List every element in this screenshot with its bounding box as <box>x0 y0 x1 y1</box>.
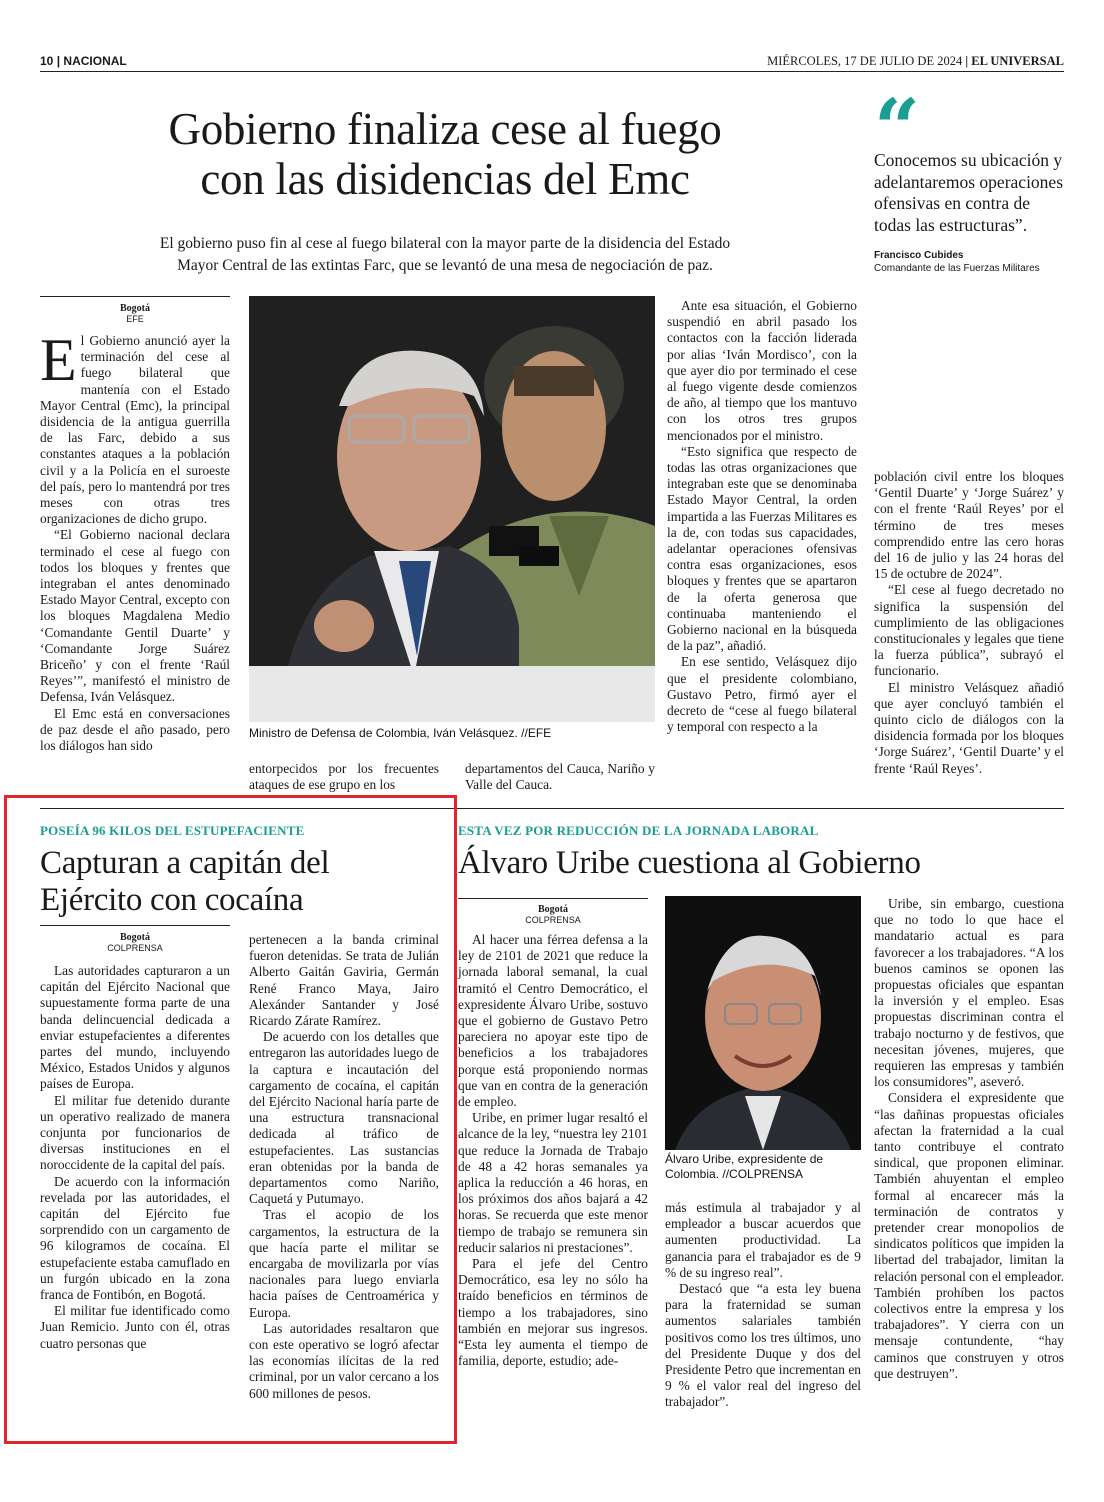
headline-line-1: Gobierno finaliza cese al fuego <box>168 104 722 154</box>
main-headline <box>40 104 850 204</box>
article2-kicker: POSEÍA 96 KILOS DEL ESTUPEFACIENTE <box>40 823 305 838</box>
article3-headline: Álvaro Uribe cuestiona al Gobierno <box>458 845 921 881</box>
article3-col-2: más estimula al trabajador y al empleador a buscar acuerdos que aumenten productividad. La ganancia para el trabajador es de 9 % de su ingreso real”. Destacó que “a esta ley buena para la fraternidad se suman aumentos salariales también positivos como los tres últimos, uno del Presidente Duque y dos del Presidente Petro que incrementan en 9 % el valor real del ingreso del trabajador”. <box>665 1200 861 1410</box>
article2-byline: Bogotá COLPRENSA <box>107 932 163 953</box>
main-lead: El gobierno puso fin al cese al fuego bilateral con la mayor parte de la disidencia del Estado Mayor Central de las extintas Farc, que se levantó de una mesa de negociación de paz. <box>159 235 731 274</box>
main-byline: Bogotá EFE <box>120 303 150 324</box>
main-col-4: Ante esa situación, el Gobierno suspendió en abril pasado los contactos con la facción liderada por alias ‘Iván Mordisco’, con la que ayer dio por terminado el cese al fuego vigente desde comienzos de año, al tiempo que los mantuvo con los otros tres grupos mencionados por el ministro. “Esto significa que respecto de todas las otras organizaciones que integraban este que se denominaba Estado Mayor Central, la orden impartida a las Fuerzas Militares es la de, con todas sus capacidades, adelantar operaciones ofensivas contra esas organizaciones, esos bloques y frentes que se apartaron de la oferta generosa que continuaba manteniendo el Gobierno nacional en la búsqueda de la paz”, añadió. En ese sentido, Velásquez dijo que el presidente colombiano, Gustavo Petro, firmó ayer el decreto de “cese al fuego bilateral y temporal con respecto a la <box>667 298 858 735</box>
page-header: 10 | NACIONAL MIÉRCOLES, 17 DE JULIO DE 2024 | EL UNIVERSAL <box>40 54 1064 68</box>
quote-text: Conocemos su ubicación y adelantaremos operaciones ofensivas en contra de todas las estructuras”. <box>874 150 1064 235</box>
photo-illustration <box>249 296 655 722</box>
article2-col-2: pertenecen a la banda criminal fueron detenidas. Se trata de Julián Alberto Gaitán Gaviria, Germán René Franco Maya, Jairo Alexánder Santander y José Ricardo Zárate Ramírez. De acuerdo con los detalles que entregaron las autoridades luego de la captura e incautación del cargamento de cocaína, el capitán del Ejército Nacional haría parte de una estructura transnacional dedicada al tráfico de estupefacientes. Las sustancias eran obtenidas por la banda de departamentos como Nariño, Caquetá y Putumayo. Tras el acopio de los cargamentos, la estructura de la que hacía parte el militar se encargaba de movilizarla por vías nacionales para luego enviarla hacia países de Centroamérica y Europa. Las autoridades resaltaron que con este operativo se logró afectar las economías ilícitas de la red criminal, por un valor cercano a los 600 millones de pesos. <box>249 932 439 1401</box>
uribe-photo-caption: Álvaro Uribe, expresidente de Colombia. //COLPRENSA <box>665 1152 824 1181</box>
velasquez-photo <box>249 296 655 722</box>
page-number: 10 <box>40 54 54 68</box>
article2-col-1: Las autoridades capturaron a un capitán del Ejército Nacional que supuestamente forma parte de una banda delincuencial dedicada a enviar estupefacientes a diferentes partes del mundo, incluyendo México, Estados Unidos y algunos países de Europa. El militar fue detenido durante un operativo realizado de manera conjunta por funcionarios de diversas instituciones en el noroccidente de la capital del país. De acuerdo con la información revelada por las autoridades, el capitán del Ejército fue sorprendido con un cargamento de 96 kilogramos de cocaína. El estupefaciente estaba camuflado en un furgón ubicado en la zona franca de Fontibón, en Bogotá. El militar fue identificado como Juan Remicio. Junto con él, otras cuatro personas que <box>40 963 230 1351</box>
main-col-2: entorpecidos por los frecuentes ataques de ese grupo en los <box>249 761 439 793</box>
drop-cap: E <box>40 327 77 393</box>
newspaper-name: EL UNIVERSAL <box>971 54 1064 68</box>
article3-col-3: Uribe, sin embargo, cuestiona que no todo lo que hace el mandatario actual es para favorecer a los trabajadores. “A los buenos caminos se oponen las propuestas oficiales que espantan la inversión y el empleo. Esas propuestas discriminan contra el trabajo nocturno y de festivos, que necesitan jóvenes, mujeres, que requieren las empresas y también los consumidores”, aseveró. Considera el expresidente que “las dañinas propuestas oficiales afectan la fraternidad a la cual tanto contribuye el contrato sindical, que proponen eliminar. También ahuyentan el empleo formal al encarecer más la terminación de contratos y pretender crear monopolios de sindicatos políticos que impiden la libertad del trabajador, limitan la relación personal con el empleador. También prohíben los pactos colectivos entre la empresa y los trabajadores”. Y cierra con un mensaje contundente, “hay caminos que construyen y otros que destruyen”. <box>874 896 1064 1381</box>
page-date: MIÉRCOLES, 17 DE JULIO DE 2024 <box>767 54 963 68</box>
quote-author: Francisco Cubides <box>874 250 964 261</box>
main-col-5: población civil entre los bloques ‘Gentil Duarte’ y ‘Jorge Suárez’ y con el frente ‘Raúl Reyes’ por el término de tres meses comprendido entre las cero horas del 16 de julio y las 24 horas del 15 de octubre de 2024”. “El cese al fuego decretado no significa la suspensión del cumplimiento de las obligaciones constitucionales y legales que tiene la fuerza pública”, subrayó el funcionario. El ministro Velásquez añadió que ayer concluyó también el quinto ciclo de diálogos con la disidencia formada por los bloques ‘Jorge Suárez’, ‘Gentil Duarte’ y el frente ‘Raúl Reyes’. <box>874 469 1064 776</box>
article3-col-1: Al hacer una férrea defensa a la ley de 2101 de 2021 que reduce la jornada laboral semanal, la cual tramitó el Centro Democrático, el expresidente Álvaro Uribe, sostuvo que el gobierno de Gustavo Petro pareciera no apoyar este tipo de beneficios a los trabajadores porque está proponiendo normas que van en contra de la generación de empleo. Uribe, en primer lugar resaltó el alcance de la ley, “nuestra ley 2101 que reduce la Jornada de Trabajo de 48 a 42 horas semanales ya aplica la reducción a 46 horas, en los próximos dos años bajará a 42 horas. Se recuerda que este menor tiempo de trabajo se remunera sin reducir salarios ni prestaciones”. Para el jefe del Centro Democrático, esa ley no sólo ha traído beneficios en términos de tiempo a los trabajadores, sino también en mejorar sus ingresos. “Esta ley aumenta el tiempo de familia, deporte, estudio; ade- <box>458 932 648 1369</box>
uribe-photo <box>665 896 861 1150</box>
quote-author-role: Comandante de las Fuerzas Militares <box>874 263 1040 274</box>
main-photo-caption: Ministro de Defensa de Colombia, Iván Velásquez. //EFE <box>249 726 552 740</box>
article2-headline: Capturan a capitán del Ejército con cocaína <box>40 845 330 918</box>
pull-quote <box>874 81 1064 274</box>
article3-byline: Bogotá COLPRENSA <box>525 904 581 925</box>
quote-mark-icon: “ <box>874 81 921 175</box>
header-rule <box>40 71 1064 72</box>
main-col-3: departamentos del Cauca, Nariño y Valle del Cauca. <box>465 761 655 793</box>
article3-kicker: ESTA VEZ POR REDUCCIÓN DE LA JORNADA LABORAL <box>458 823 819 838</box>
headline-line-2: con las disidencias del Emc <box>200 154 690 204</box>
main-col-1: E l Gobierno anunció ayer la terminación del cese al fuego bilateral que mantenía con el Estado Mayor Central (Emc), la principal disidencia de la antigua guerrilla de las Farc, debido a sus constantes ataques a la población civil y a la Policía en el suroeste del país, pero lo mantendrá por tres meses con otras tres organizaciones de dicho grupo. “El Gobierno nacional declara terminado el cese al fuego con todos los bloques y frentes que integraban el antes denominado Estado Mayor Central, excepto con los bloques Magdalena Medio ‘Comandante Gentil Duarte’ y ‘Comandante Jorge Suárez Briceño’ y con el frente ‘Raúl Reyes’”, manifestó el ministro de Defensa, Iván Velásquez. El Emc está en conversaciones de paz desde el año pasado, pero los diálogos han sido <box>40 327 230 754</box>
uribe-illustration <box>665 896 861 1150</box>
section-name: NACIONAL <box>63 54 127 68</box>
